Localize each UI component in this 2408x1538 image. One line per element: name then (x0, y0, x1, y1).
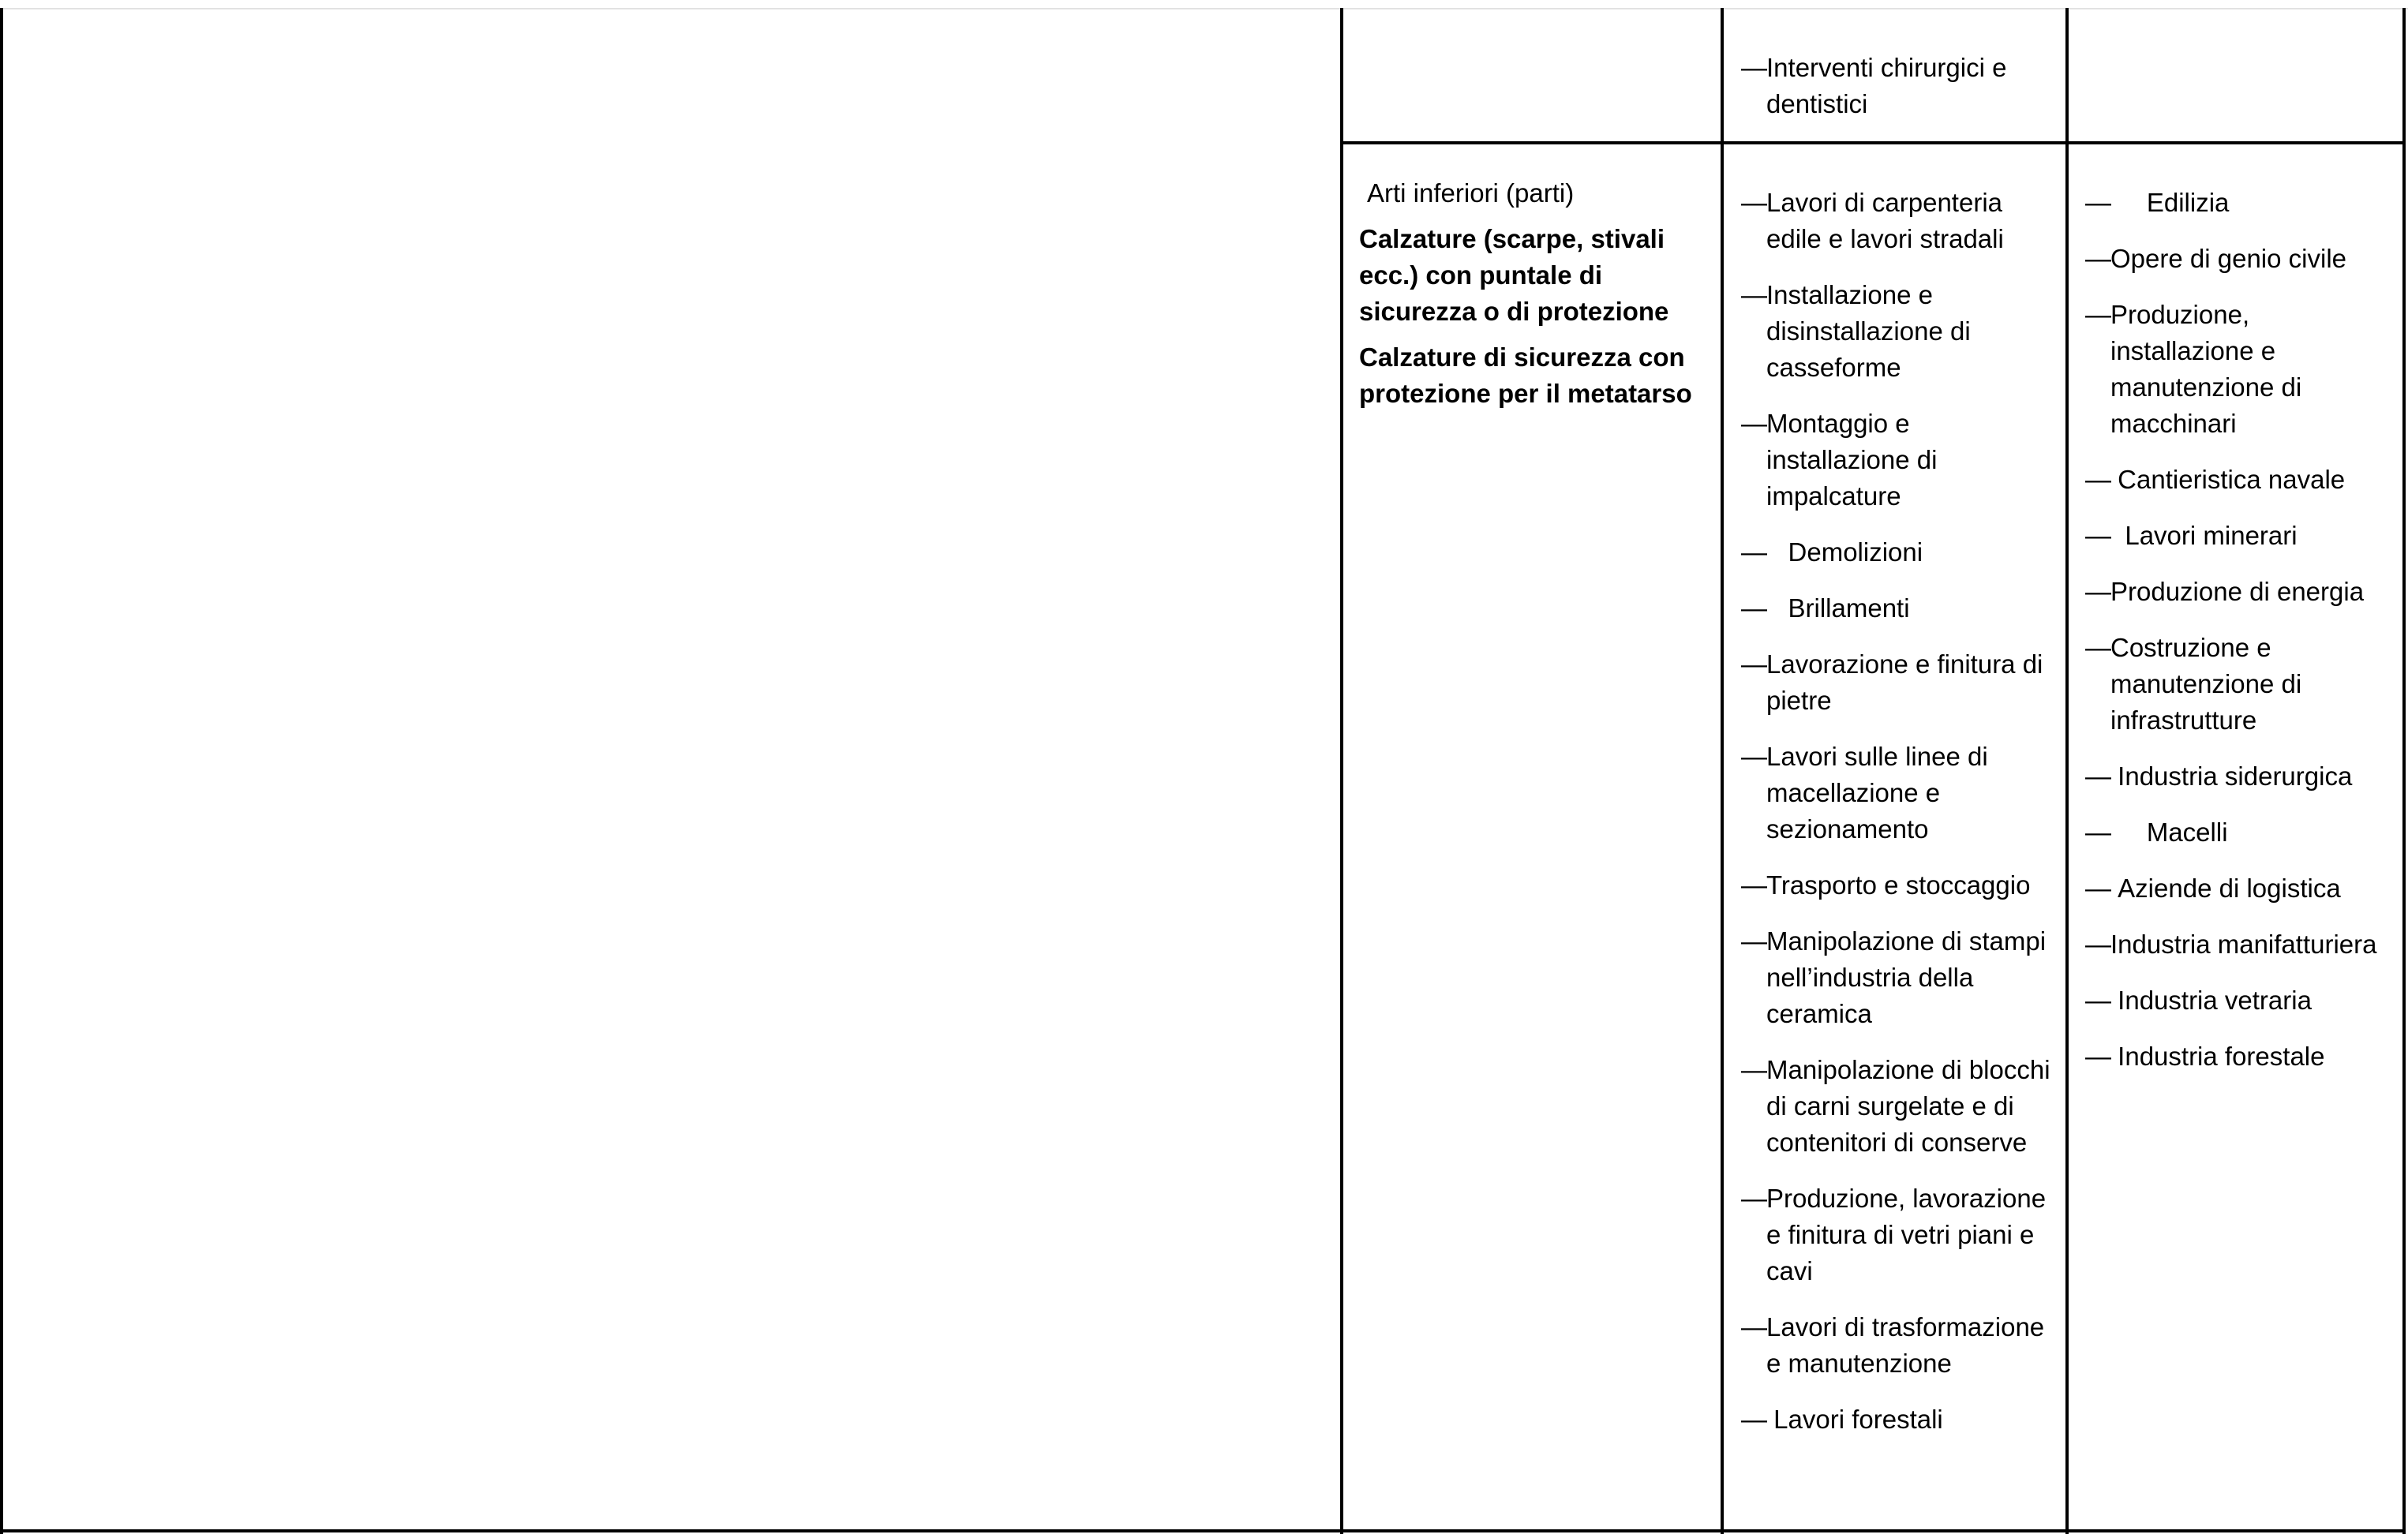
dash-bullet: — (1741, 53, 1767, 82)
dash-bullet: — (2085, 1042, 2111, 1071)
activity-item (1741, 50, 2057, 122)
body-part-equipment-cell (1359, 175, 1714, 412)
dash-bullet: — (2085, 244, 2111, 273)
dash-bullet: — (1741, 870, 1767, 900)
body-part-label: Arti inferiori (parti) (1367, 178, 1575, 208)
activity-text: Montaggio e installazione di impalcature (1766, 409, 1945, 511)
activity-item (1741, 277, 2057, 386)
activity-item (1741, 534, 2057, 571)
sector-text: Lavori minerari (2110, 521, 2298, 550)
activity-item (1741, 1401, 2057, 1438)
column-divider-1 (1340, 8, 1343, 1534)
dash-bullet: — (1741, 1312, 1767, 1342)
dash-bullet: — (2085, 577, 2111, 606)
sector-text: Industria vetraria (2110, 986, 2312, 1015)
sector-text: Cantieristica navale (2110, 465, 2346, 494)
sector-item (2085, 574, 2397, 610)
sector-item (2085, 185, 2397, 221)
dash-bullet: — (1741, 1184, 1767, 1213)
sector-text: Industria manifatturiera (2110, 930, 2377, 959)
dash-bullet: — (2085, 300, 2111, 329)
activity-item (1741, 1309, 2057, 1382)
sector-item (2085, 518, 2397, 554)
sector-text: Produzione di energia (2110, 577, 2365, 606)
activity-item (1741, 406, 2057, 515)
sector-item (2085, 1038, 2397, 1075)
sector-item (2085, 814, 2397, 851)
dash-bullet: — (1741, 649, 1767, 679)
equipment-metatarsal-footwear: Calzature di sicurezza con protezione per il metatarso (1359, 342, 1692, 408)
dash-bullet: — (2085, 521, 2111, 550)
sector-text: Costruzione e manutenzione di infrastrutture (2110, 633, 2309, 735)
dash-bullet: — (2085, 465, 2111, 494)
table-bottom-border (0, 1529, 2406, 1532)
dash-bullet: — (1741, 280, 1767, 309)
sector-text: Opere di genio civile (2110, 244, 2346, 273)
sector-item (2085, 297, 2397, 442)
activity-item (1741, 646, 2057, 719)
activity-text: Manipolazione di stampi nell’industria della ceramica (1766, 926, 2054, 1028)
table-right-border (2402, 8, 2406, 1534)
dash-bullet: — (1741, 188, 1767, 217)
sector-text: Aziende di logistica (2110, 874, 2341, 903)
activity-item (1741, 590, 2057, 627)
sector-item (2085, 926, 2397, 963)
dash-bullet: — (2085, 874, 2111, 903)
activity-text: Installazione e disinstallazione di casseforme (1766, 280, 1978, 382)
sector-text: Macelli (2110, 818, 2228, 847)
dash-bullet: — (1741, 742, 1767, 771)
activity-text: Lavori forestali (1766, 1405, 1943, 1434)
activity-text: Lavori di trasformazione e manutenzione (1766, 1312, 2052, 1378)
activity-text: Lavorazione e finitura di pietre (1766, 649, 2050, 715)
sector-item (2085, 462, 2397, 498)
dash-bullet: — (2085, 633, 2111, 662)
dash-bullet: — (2085, 986, 2111, 1015)
sector-text: Industria forestale (2110, 1042, 2325, 1071)
sector-item (2085, 870, 2397, 907)
activity-item (1741, 1181, 2057, 1289)
activity-text: Trasporto e stoccaggio (1766, 870, 2031, 900)
sector-item (2085, 982, 2397, 1019)
sectors-cell (2085, 185, 2397, 1095)
dash-bullet: — (1741, 1405, 1767, 1434)
activity-text: Lavori di carpenteria edile e lavori stradali (1766, 188, 2010, 253)
sector-text: Produzione, installazione e manutenzione di macchinari (2110, 300, 2309, 438)
activity-item (1741, 867, 2057, 904)
column-divider-3 (2065, 8, 2069, 1534)
activity-text: Produzione, lavorazione e finitura di vetri piani e cavi (1766, 1184, 2054, 1285)
dash-bullet: — (2085, 188, 2111, 217)
activity-text: Demolizioni (1766, 537, 1923, 567)
dash-bullet: — (1741, 926, 1767, 956)
dash-bullet: — (1741, 409, 1767, 438)
sector-item (2085, 241, 2397, 277)
sector-text: Edilizia (2110, 188, 2230, 217)
sector-item (2085, 630, 2397, 739)
activity-text: Interventi chirurgici e dentistici (1766, 53, 2014, 118)
activities-cell (1741, 185, 2057, 1458)
equipment-safety-footwear: Calzature (scarpe, stivali ecc.) con puntale di sicurezza o di protezione (1359, 224, 1669, 326)
dash-bullet: — (1741, 593, 1767, 623)
activity-item (1741, 923, 2057, 1032)
activity-item (1741, 185, 2057, 257)
activity-text: Manipolazione di blocchi di carni surgelate e di contenitori di conserve (1766, 1055, 2058, 1157)
activity-item (1741, 739, 2057, 848)
dash-bullet: — (2085, 818, 2111, 847)
sector-text: Industria siderurgica (2110, 762, 2353, 791)
activity-text: Brillamenti (1766, 593, 1910, 623)
column-divider-2 (1721, 8, 1724, 1534)
empty-first-column-cell (3, 9, 1340, 1529)
dash-bullet: — (2085, 762, 2111, 791)
dash-bullet: — (1741, 537, 1767, 567)
sector-item (2085, 758, 2397, 795)
dash-bullet: — (1741, 1055, 1767, 1084)
activity-text: Lavori sulle linee di macellazione e sezionamento (1766, 742, 1995, 844)
dash-bullet: — (2085, 930, 2111, 959)
activity-item (1741, 1052, 2057, 1161)
top-row-activities-cell (1741, 50, 2057, 142)
